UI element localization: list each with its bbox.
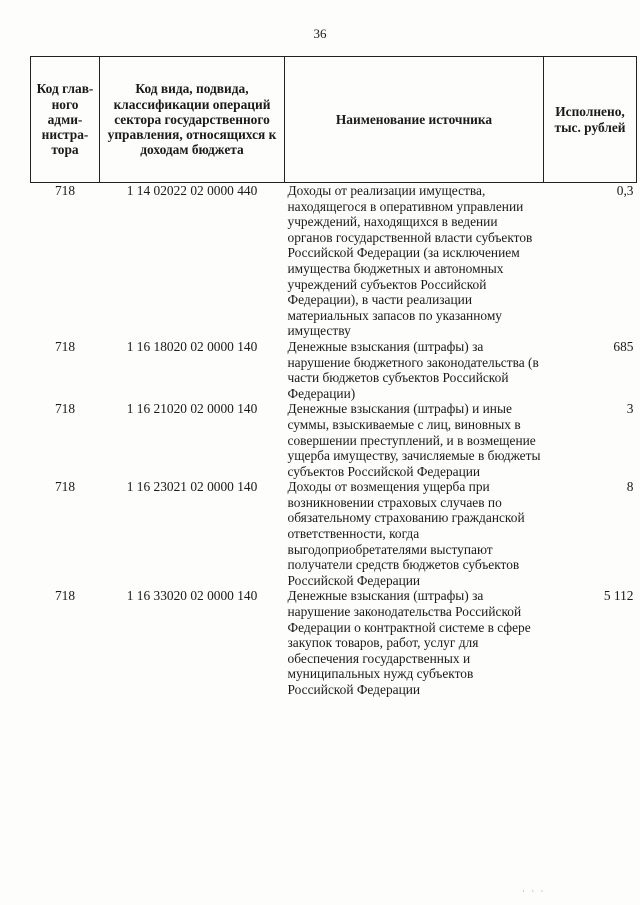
cell-classification-code: 1 14 02022 02 0000 440 xyxy=(126,183,258,198)
cell-classification-code: 1 16 21020 02 0000 140 xyxy=(126,401,258,417)
table-row xyxy=(31,479,637,588)
cell-admin-code: 718 xyxy=(54,338,76,354)
table-row xyxy=(31,339,637,401)
cell-source-name: Доходы от возмещения ущерба при возникновении страховых случаев по обязательному страхованию гражданской ответственности, когда выгодоприобретателями выступают получатели средств бюджетов субъектов Российской Федерации xyxy=(287,479,525,588)
cell-admin-code: 718 xyxy=(54,183,76,198)
header-classification-code: Код вида, подвида, классификации операций сектора государственного управления, относящихся к доходам бюджета xyxy=(100,57,285,183)
cell-classification-code: 1 16 18020 02 0000 140 xyxy=(126,338,258,354)
page-number: 36 xyxy=(313,26,327,41)
budget-revenue-table xyxy=(30,56,637,698)
scan-artifact: · · · xyxy=(522,886,546,896)
cell-executed-amount: 3 xyxy=(626,401,634,417)
table-row xyxy=(31,183,637,339)
cell-executed-amount: 685 xyxy=(613,338,634,354)
table-row xyxy=(31,588,637,697)
cell-executed-amount: 0,3 xyxy=(616,183,634,198)
cell-source-name: Денежные взыскания (штрафы) и иные суммы, взыскиваемые с лиц, виновных в совершении преступлений, и в возмещение ущерба имуществу, зачисляемые в бюджеты субъектов Российской Федерации xyxy=(287,401,541,479)
cell-source-name: Денежные взыскания (штрафы) за нарушение законодательства Российской Федерации о контрактной системе в сфере закупок товаров, работ, услуг для обеспечения государственных и муниципальных нужд субъектов Российской Федерации xyxy=(287,588,531,697)
header-source-name: Наименование источника xyxy=(285,57,544,183)
cell-executed-amount: 8 xyxy=(626,479,634,495)
header-executed-amount: Исполнено, тыс. рублей xyxy=(544,57,637,183)
cell-admin-code: 718 xyxy=(54,401,76,417)
cell-classification-code: 1 16 23021 02 0000 140 xyxy=(126,479,258,495)
cell-admin-code: 718 xyxy=(54,479,76,495)
table-header-row xyxy=(31,57,637,183)
cell-executed-amount: 5 112 xyxy=(603,588,634,604)
cell-source-name: Денежные взыскания (штрафы) за нарушение бюджетного законодательства (в части бюджетов субъектов Российской Федерации) xyxy=(287,338,539,401)
cell-source-name: Доходы от реализации имущества, находящегося в оперативном управлении учреждений, находящихся в ведении органов государственной власти субъектов Российской Федерации (за исключением имущества бюджетных и автономных учреждений субъектов Российской Федерации), в части реализации материальных запасов по указанному имуществу xyxy=(287,183,533,339)
table-row xyxy=(31,401,637,479)
cell-classification-code: 1 16 33020 02 0000 140 xyxy=(126,588,258,604)
cell-admin-code: 718 xyxy=(54,588,76,604)
header-admin-code: Код глав-ного адми-нистра-тора xyxy=(31,57,100,183)
